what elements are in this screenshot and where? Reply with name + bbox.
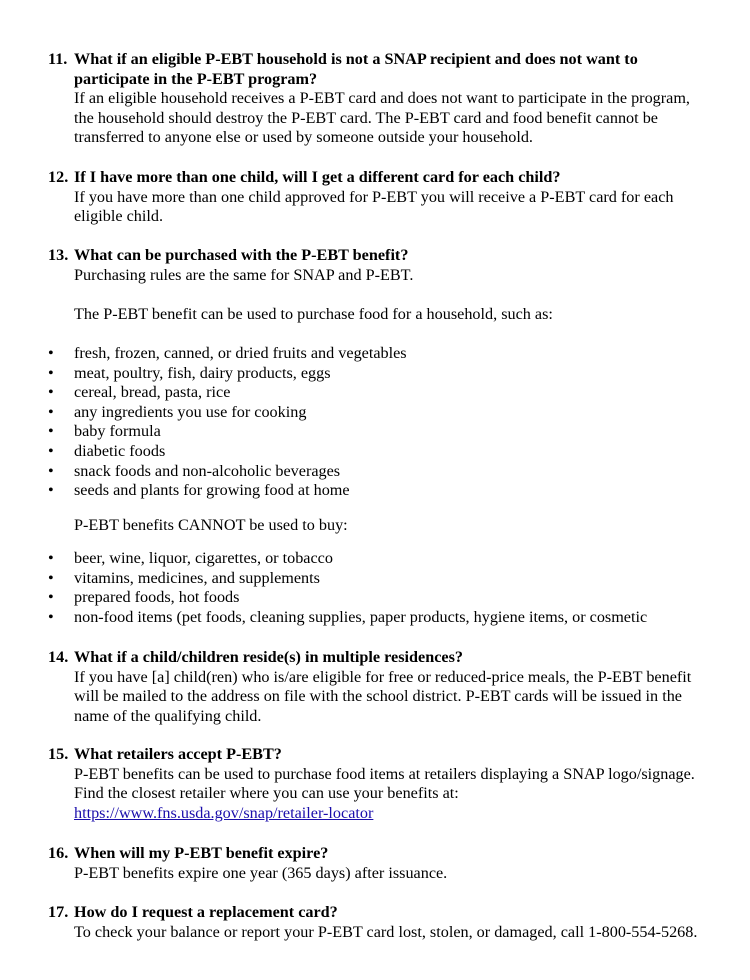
list-item-text: meat, poultry, fish, dairy products, eggs (74, 363, 331, 382)
bullet-icon: • (48, 383, 54, 402)
disallowed-list (48, 549, 738, 627)
faq-item-11 (48, 50, 708, 148)
list-item-text: seeds and plants for growing food at home (74, 481, 350, 500)
allowed-list-item (48, 422, 708, 442)
allowed-list (48, 344, 708, 501)
answer-text: If an eligible household receives a P-EBT card and does not want to participate in the program, the household should destroy the P-EBT card. The P-EBT card and food benefit cannot be transferred to anyone else or used by someone outside your household. (74, 89, 690, 147)
disallowed-intro (48, 516, 708, 536)
question-text: What retailers accept P-EBT? (74, 745, 282, 763)
disallowed-list-item (48, 588, 738, 608)
question-heading (48, 844, 708, 864)
question-number: 12. (48, 168, 69, 186)
faq-item-15 (48, 745, 708, 823)
list-item-text: any ingredients you use for cooking (74, 402, 307, 421)
disallowed-list-item (48, 608, 738, 628)
question-number: 15. (48, 745, 69, 763)
allowed-list-item (48, 383, 708, 403)
allowed-intro-text: The P-EBT benefit can be used to purchase food for a household, such as: (74, 305, 553, 323)
allowed-list-item (48, 462, 708, 482)
list-item-text: non-food items (pet foods, cleaning supplies, paper products, hygiene items, or cosmetic (74, 607, 648, 626)
list-item-text: fresh, frozen, canned, or dried fruits and vegetables (74, 344, 407, 362)
allowed-list-item (48, 481, 708, 501)
list-item-text: vitamins, medicines, and supplements (74, 568, 320, 587)
allowed-list-item (48, 403, 708, 423)
question-text: How do I request a replacement card? (74, 903, 338, 921)
list-item-text: diabetic foods (74, 441, 166, 460)
question-heading (48, 648, 708, 668)
question-text: What can be purchased with the P-EBT benefit? (74, 246, 409, 264)
allowed-list-item (48, 364, 708, 384)
bullet-icon: • (48, 441, 54, 460)
bullet-icon: • (48, 549, 54, 567)
list-item-text: baby formula (74, 422, 161, 441)
faq-item-12 (48, 168, 708, 227)
question-text: What if an eligible P-EBT household is not a SNAP recipient and does not want to participate in the P-EBT program? (74, 50, 638, 88)
list-item-text: cereal, bread, pasta, rice (74, 383, 231, 402)
question-heading (48, 50, 708, 89)
question-text: If I have more than one child, will I get a different card for each child? (74, 168, 561, 186)
question-heading (48, 246, 708, 266)
question-text: When will my P-EBT benefit expire? (74, 844, 329, 862)
list-item-text: snack foods and non-alcoholic beverages (74, 461, 341, 480)
question-heading (48, 903, 708, 923)
question-text: What if a child/children reside(s) in multiple residences? (74, 648, 463, 666)
answer-text: Purchasing rules are the same for SNAP and P-EBT. (74, 265, 414, 284)
bullet-icon: • (48, 422, 54, 441)
bullet-icon: • (48, 607, 54, 626)
bullet-icon: • (48, 344, 54, 362)
faq-item-17 (48, 903, 708, 942)
bullet-icon: • (48, 481, 54, 500)
answer-text: P-EBT benefits expire one year (365 days) after issuance. (74, 863, 448, 882)
bullet-icon: • (48, 588, 54, 607)
list-item-text: prepared foods, hot foods (74, 588, 240, 607)
bullet-icon: • (48, 402, 54, 421)
answer-text: P-EBT benefits can be used to purchase food items at retailers displaying a SNAP logo/signage. Find the closest retailer where you can use your benefits at: (74, 764, 695, 803)
faq-item-13 (48, 246, 708, 285)
list-item-text: beer, wine, liquor, cigarettes, or tobacco (74, 549, 333, 567)
question-number: 17. (48, 903, 69, 921)
question-number: 11. (48, 50, 68, 68)
question-heading (48, 168, 708, 188)
question-number: 13. (48, 246, 69, 264)
faq-item-16 (48, 844, 708, 883)
allowed-intro (48, 305, 708, 325)
disallowed-list-item (48, 569, 738, 589)
retailer-locator-link[interactable]: https://www.fns.usda.gov/snap/retailer-locator (74, 803, 374, 822)
faq-item-14 (48, 648, 708, 726)
allowed-list-item (48, 442, 708, 462)
bullet-icon: • (48, 461, 54, 480)
answer-text: To check your balance or report your P-EBT card lost, stolen, or damaged, call 1-800-554-5268. (74, 922, 698, 941)
disallowed-intro-text: P-EBT benefits CANNOT be used to buy: (74, 516, 348, 534)
bullet-icon: • (48, 568, 54, 587)
disallowed-list-item (48, 549, 738, 569)
question-number: 14. (48, 648, 69, 666)
answer-text: If you have [a] child(ren) who is/are eligible for free or reduced-price meals, the P-EBT benefit will be mailed to the address on file with the school district. P-EBT cards will be issued in the name of the qualifying child. (74, 667, 692, 725)
question-number: 16. (48, 844, 69, 862)
allowed-list-item (48, 344, 708, 364)
answer-text: If you have more than one child approved for P-EBT you will receive a P-EBT card for each eligible child. (74, 187, 674, 226)
bullet-icon: • (48, 363, 54, 382)
question-heading (48, 745, 708, 765)
